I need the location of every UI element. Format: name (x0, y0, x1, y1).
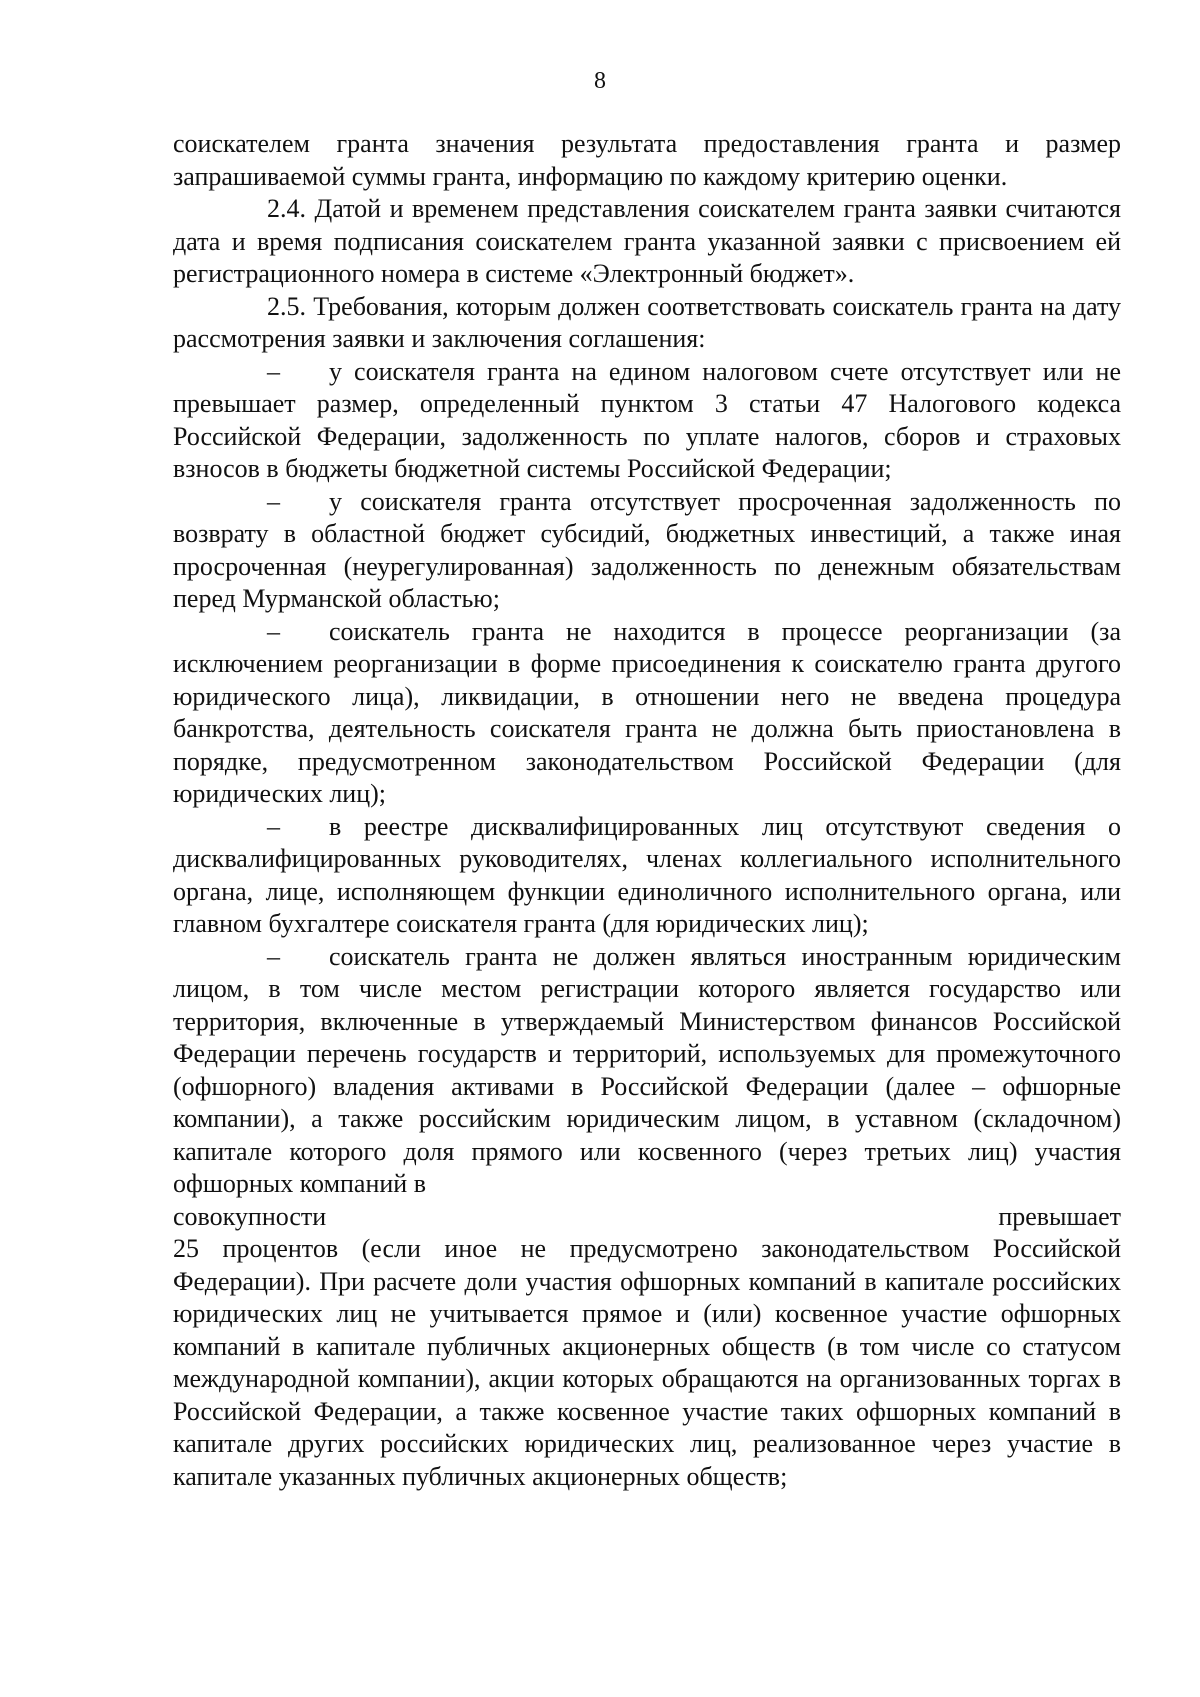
requirement-item-5-part2: 25 процентов (если иное не предусмотрено законодательством Российской Федерации). При расчете доли участия офшорных компаний в капитале российских юридических лиц не учитывается прямое и (или) косвенное участие офшорных компаний в капитале публичных акционерных обществ (в том числе со статусом международной компании), акции которых обращаются на организованных торгах в Российской Федерации, а также косвенное участие таких офшорных компаний в капитале других российских юридических лиц, реализованное через участие в капитале указанных публичных акционерных обществ; (173, 1234, 1121, 1491)
dash-marker: – (267, 356, 280, 386)
requirement-item-4 (173, 811, 1121, 941)
requirement-item-5-split-line (173, 1201, 1121, 1234)
requirement-item-3 (173, 616, 1121, 811)
requirement-item-5-part1 (173, 941, 1121, 1201)
dash-marker: – (267, 486, 280, 516)
paragraph-2-5: 2.5. Требования, которым должен соответствовать соискатель гранта на дату рассмотрения заявки и заключения соглашения: (173, 291, 1121, 353)
split-left-word: совокупности (173, 1201, 327, 1231)
dash-marker: – (267, 811, 280, 841)
requirement-text: соискатель гранта не должен являться иностранным юридическим лицом, в том числе местом регистрации которого является государство или территория, включенные в утверждаемый Министерством финансов Российской Федерации перечень государств и территорий, используемых для промежуточного (офшорного) владения активами в Российской Федерации (далее – офшорные компании), а также российским юридическим лицом, в уставном (складочном) капитале которого доля прямого или косвенного (через третьих лиц) участия офшорных компаний в (173, 941, 1121, 1198)
requirement-item-5 (173, 941, 1121, 1494)
requirement-text: у соискателя гранта отсутствует просроченная задолженность по возврату в областной бюджет субсидий, бюджетных инвестиций, а также иная просроченная (неурегулированная) задолженность по денежным обязательствам перед Мурманской областью; (173, 486, 1121, 613)
dash-marker: – (267, 616, 280, 646)
paragraph-continuation: соискателем гранта значения результата предоставления гранта и размер запрашиваемой суммы гранта, информацию по каждому критерию оценки. (173, 129, 1121, 191)
requirement-item-1 (173, 356, 1121, 486)
requirement-text: у соискателя гранта на едином налоговом счете отсутствует или не превышает размер, определенный пунктом 3 статьи 47 Налогового кодекса Российской Федерации, задолженность по уплате налогов, сборов и страховых взносов в бюджеты бюджетной системы Российской Федерации; (173, 356, 1121, 483)
document-body (173, 128, 1121, 1493)
requirement-text: в реестре дисквалифицированных лиц отсутствуют сведения о дисквалифицированных руководителях, членах коллегиального исполнительного органа, лице, исполняющем функции единоличного исполнительного органа, или главном бухгалтере соискателя гранта (для юридических лиц); (173, 811, 1121, 938)
paragraph-2-4: 2.4. Датой и временем представления соискателем гранта заявки считаются дата и время подписания соискателем гранта указанной заявки с присвоением ей регистрационного номера в системе «Электронный бюджет». (173, 194, 1121, 288)
dash-marker: – (267, 941, 280, 971)
requirement-text: соискатель гранта не находится в процессе реорганизации (за исключением реорганизации в форме присоединения к соискателю гранта другого юридического лица), ликвидации, в отношении него не введена процедура банкротства, деятельность соискателя гранта не должна быть приостановлена в порядке, предусмотренном законодательством Российской Федерации (для юридических лиц); (173, 616, 1121, 808)
page-number: 8 (594, 68, 606, 94)
requirement-item-2 (173, 486, 1121, 616)
split-right-word: превышает (998, 1201, 1121, 1231)
